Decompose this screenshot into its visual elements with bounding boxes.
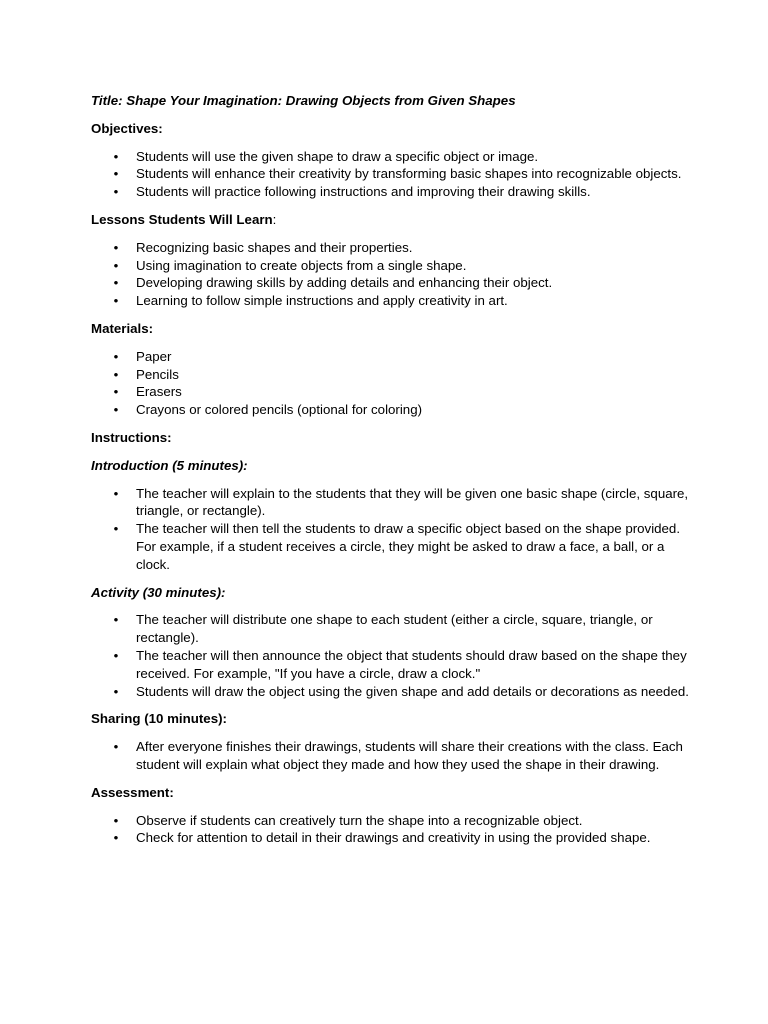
sharing-list xyxy=(91,738,691,774)
list-item xyxy=(91,611,691,647)
list-item xyxy=(91,348,691,366)
bullet: • xyxy=(113,293,119,309)
list-item-text: Students will draw the object using the given shape and add details or decorations as needed. xyxy=(136,683,689,699)
list-item-text: The teacher will then announce the object that students should draw based on the shape they received. For example, "If you have a circle, draw a clock." xyxy=(136,647,687,681)
assessment-heading xyxy=(91,784,691,802)
list-item xyxy=(91,829,691,847)
assessment-heading-text: Assessment xyxy=(91,784,170,800)
list-item-text: The teacher will explain to the students that they will be given one basic shape (circle, square, triangle, or rectangle). xyxy=(136,485,689,519)
list-item-text: Using imagination to create objects from a single shape. xyxy=(136,257,467,273)
bullet: • xyxy=(113,647,119,663)
sharing-heading-colon: : xyxy=(222,711,227,727)
list-item-text: Check for attention to detail in their drawings and creativity in using the provided shape. xyxy=(136,830,651,846)
list-item xyxy=(91,683,691,701)
list-item-text: Crayons or colored pencils (optional for coloring) xyxy=(136,402,423,418)
instructions-heading-colon: : xyxy=(167,429,172,445)
bullet: • xyxy=(113,348,119,364)
list-item xyxy=(91,148,691,166)
lessons-heading xyxy=(91,211,691,229)
objectives-heading xyxy=(91,120,691,138)
bullet: • xyxy=(113,366,119,382)
list-item-text: Observe if students can creatively turn the shape into a recognizable object. xyxy=(136,812,583,828)
list-item-text: Recognizing basic shapes and their properties. xyxy=(136,239,413,255)
bullet: • xyxy=(113,812,119,828)
activity-list xyxy=(91,611,691,700)
activity-heading: Activity (30 minutes): xyxy=(91,584,226,600)
list-item xyxy=(91,239,691,257)
list-item-text: Pencils xyxy=(136,366,179,382)
list-item xyxy=(91,485,691,521)
list-item-text: Students will use the given shape to draw a specific object or image. xyxy=(136,148,539,164)
bullet: • xyxy=(113,612,119,628)
list-item xyxy=(91,183,691,201)
bullet: • xyxy=(113,257,119,273)
list-item-text: Students will enhance their creativity by transforming basic shapes into recognizable objects. xyxy=(136,166,682,182)
list-item xyxy=(91,383,691,401)
list-item xyxy=(91,520,691,573)
bullet: • xyxy=(113,485,119,501)
lessons-heading-colon: : xyxy=(272,211,277,227)
document-title: Title: Shape Your Imagination: Drawing Objects from Given Shapes xyxy=(91,93,516,108)
list-item xyxy=(91,257,691,275)
list-item-text: The teacher will then tell the students to draw a specific object based on the shape provided. For example, if a student receives a circle, they might be asked to draw a face, a ball, or a clock. xyxy=(136,521,681,572)
lessons-heading-text: Lessons Students Will Learn xyxy=(91,211,273,227)
lessons-list xyxy=(91,239,691,310)
list-item-text: Students will practice following instructions and improving their drawing skills. xyxy=(136,184,591,200)
lesson-plan xyxy=(91,92,691,857)
objectives-list xyxy=(91,148,691,201)
list-item xyxy=(91,401,691,419)
list-item xyxy=(91,647,691,683)
sharing-heading-text: Sharing (10 minutes) xyxy=(91,711,223,727)
bullet: • xyxy=(113,239,119,255)
introduction-heading: Introduction (5 minutes): xyxy=(91,457,248,473)
bullet: • xyxy=(113,739,119,755)
introduction-list xyxy=(91,485,691,574)
list-item xyxy=(91,812,691,830)
sharing-heading xyxy=(91,710,691,728)
list-item xyxy=(91,366,691,384)
bullet: • xyxy=(113,830,119,846)
materials-heading xyxy=(91,320,691,338)
list-item-text: Developing drawing skills by adding details and enhancing their object. xyxy=(136,275,553,291)
bullet: • xyxy=(113,521,119,537)
materials-heading-text: Materials xyxy=(91,320,149,336)
instructions-heading xyxy=(91,429,691,447)
objectives-heading-colon: : xyxy=(158,120,163,136)
list-item-text: The teacher will distribute one shape to each student (either a circle, square, triangle, or rectangle). xyxy=(136,612,653,646)
bullet: • xyxy=(113,148,119,164)
list-item xyxy=(91,738,691,774)
list-item xyxy=(91,165,691,183)
materials-heading-colon: : xyxy=(148,320,154,336)
bullet: • xyxy=(113,402,119,418)
assessment-heading-colon: : xyxy=(169,784,174,800)
bullet: • xyxy=(113,384,119,400)
list-item-text: Paper xyxy=(136,348,172,364)
instructions-heading-text: Instructions xyxy=(91,429,168,445)
assessment-list xyxy=(91,812,691,848)
bullet: • xyxy=(113,184,119,200)
list-item xyxy=(91,292,691,310)
bullet: • xyxy=(113,683,119,699)
list-item-text: Learning to follow simple instructions and apply creativity in art. xyxy=(136,293,508,309)
objectives-heading-text: Objectives xyxy=(91,120,159,136)
list-item xyxy=(91,274,691,292)
list-item-text: After everyone finishes their drawings, students will share their creations with the class. Each student will explain what object they made and how they used the shape in their drawing. xyxy=(136,739,683,772)
bullet: • xyxy=(113,275,119,291)
list-item-text: Erasers xyxy=(136,384,182,400)
materials-list xyxy=(91,348,691,419)
bullet: • xyxy=(113,166,119,182)
